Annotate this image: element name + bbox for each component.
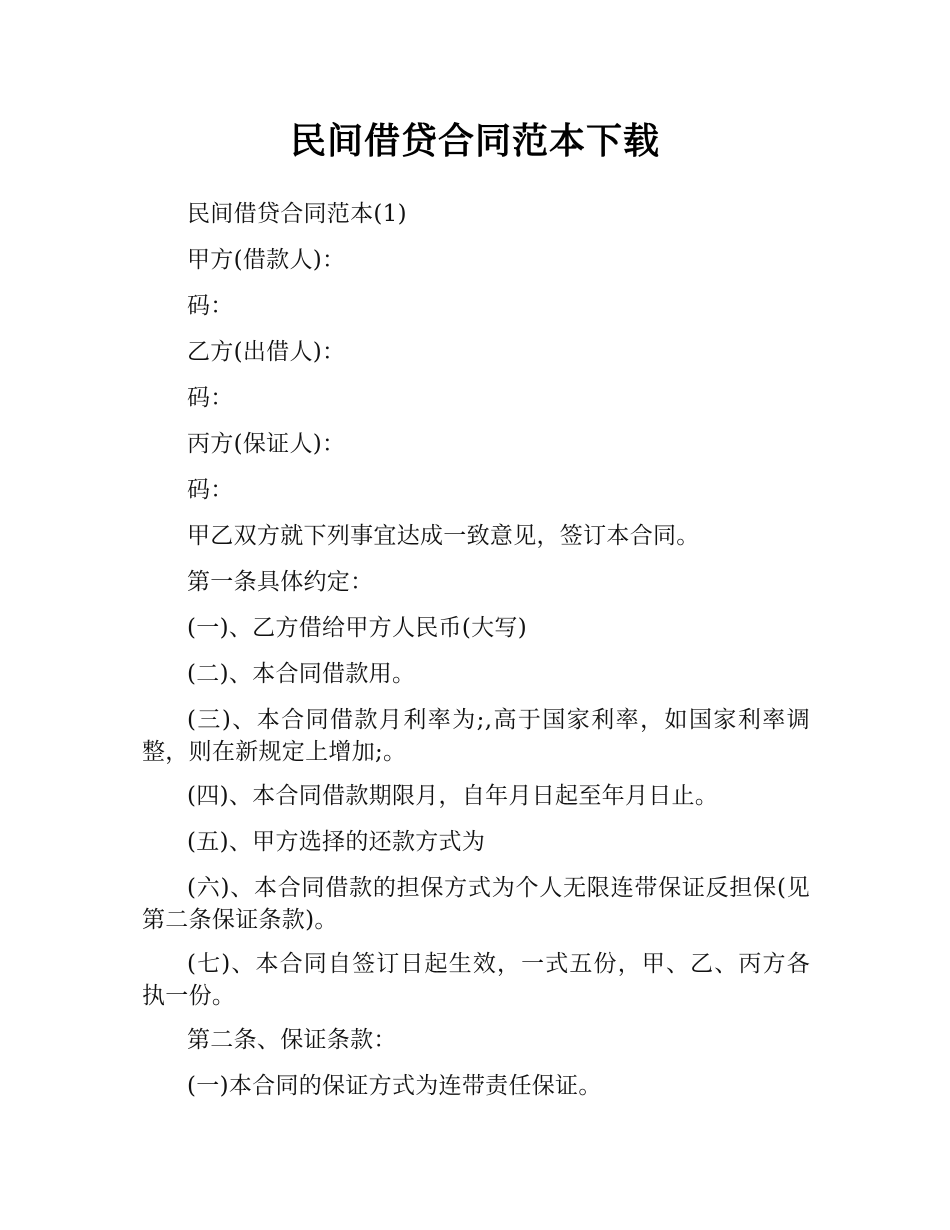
paragraph-party-a: 甲方(借款人)：: [187, 247, 346, 273]
paragraph-agreement: 甲乙双方就下列事宜达成一致意见，签订本合同。: [187, 523, 700, 549]
paragraph-clause-1-6: (六)、本合同借款的担保方式为个人无限连带保证反担保(见第二条保证条款)。: [142, 875, 810, 933]
paragraph-code-a: 码：: [187, 293, 234, 319]
paragraph-code-c: 码：: [187, 477, 234, 503]
document-title: 民间借贷合同范本下载: [289, 121, 660, 162]
paragraph-code-b: 码：: [187, 385, 234, 411]
paragraph-clause-1-4: (四)、本合同借款期限月，自年月日起至年月日止。: [187, 783, 719, 809]
paragraph-clause-2-1: (一)本合同的保证方式为连带责任保证。: [187, 1073, 602, 1099]
paragraph-clause-1-3: (三)、本合同借款月利率为;,高于国家利率，如国家利率调整，则在新规定上增加;。: [142, 707, 810, 765]
paragraph-party-c: 丙方(保证人)：: [187, 431, 346, 457]
document-body: [142, 198, 810, 1116]
paragraph-party-b: 乙方(出借人)：: [187, 339, 346, 365]
paragraph-clause-1-7: (七)、本合同自签订日起生效，一式五份，甲、乙、丙方各执一份。: [142, 951, 810, 1009]
paragraph-article-1-heading: 第一条具体约定：: [187, 569, 374, 595]
paragraph-article-2-heading: 第二条、保证条款：: [187, 1027, 397, 1053]
paragraph-clause-1-1: (一)、乙方借给甲方人民币(大写): [187, 615, 527, 641]
paragraph-clause-1-2: (二)、本合同借款用。: [187, 661, 416, 687]
paragraph-contract-heading: 民间借贷合同范本(1): [187, 201, 407, 227]
paragraph-clause-1-5: (五)、甲方选择的还款方式为: [187, 829, 486, 855]
